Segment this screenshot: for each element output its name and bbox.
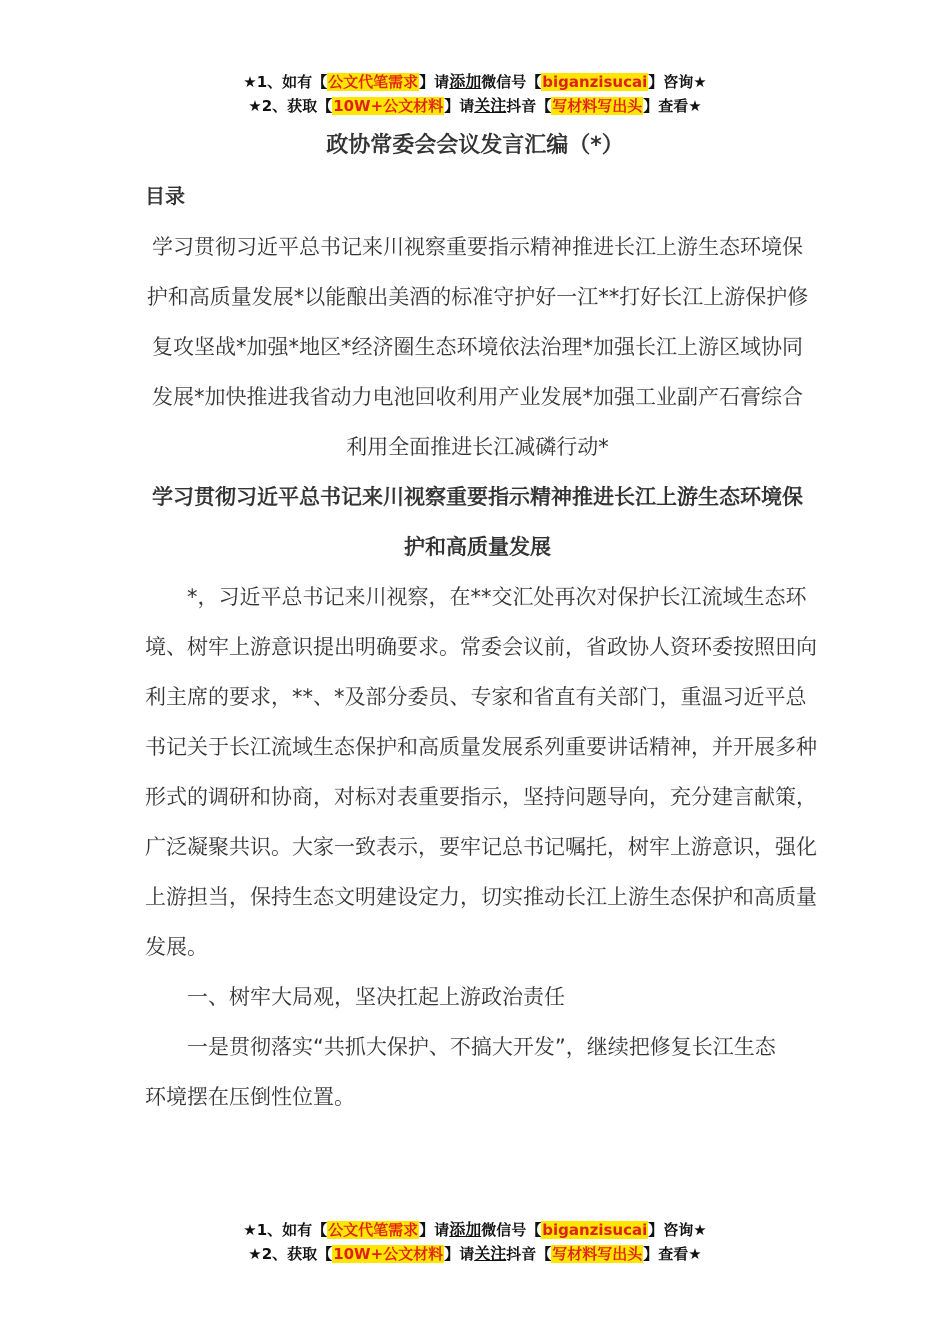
highlight-douyin-account: 写材料写出头 bbox=[552, 97, 643, 115]
promo-line-2: ★2、获取【10W+公文材料】请关注抖音【写材料写出头】查看★ bbox=[248, 1244, 702, 1263]
highlight-wechat-id: biganzisucai bbox=[542, 73, 648, 91]
document-title: 政协常委会会议发言汇编（*） bbox=[326, 133, 624, 158]
highlight-douyin-account: 写材料写出头 bbox=[552, 1245, 643, 1263]
highlight-service: 公文代笔需求 bbox=[328, 73, 419, 91]
highlight-materials: 10W+公文材料 bbox=[333, 1245, 444, 1263]
heading-1: 一、树牢大局观，坚决扛起上游政治责任 bbox=[187, 985, 565, 1009]
promo-line-1: ★1、如有【公文代笔需求】请添加微信号【biganzisucai】咨询★ bbox=[243, 72, 707, 91]
toc-heading: 目录 bbox=[145, 184, 185, 208]
paragraph-2: 一是贯彻落实“共抓大保护、不搞大开发”，继续把修复长江生态环境摆在压倒性位置。 bbox=[145, 1035, 776, 1109]
promo-line-1: ★1、如有【公文代笔需求】请添加微信号【biganzisucai】咨询★ bbox=[243, 1220, 707, 1239]
paragraph-1: *，习近平总书记来川视察，在**交汇处再次对保护长江流域生态环境、树牢上游意识提出明确要求。常委会议前，省政协人资环委按照田向利主席的要求，**、*及部分委员、专家和省直有关部门，重温习近平总书记关于长江流域生态保护和高质量发展系列重要讲话精神，并开展多种形式的调研和协商，对标对表重要指示，坚持问题导向，充分建言献策，广泛凝聚共识。大家一致表示，要牢记总书记嘱托，树牢上游意识，强化上游担当，保持生态文明建设定力，切实推动长江上游生态保护和高质量发展。 bbox=[145, 585, 817, 959]
highlight-wechat-id: biganzisucai bbox=[542, 1221, 648, 1239]
toc-text: 学习贯彻习近平总书记来川视察重要指示精神推进长江上游生态环境保护和高质量发展*以能酿出美酒的标准守护好一江**打好长江上游保护修复攻坚战*加强*地区*经济圈生态环境依法治理*加强长江上游区域协同发展*加快推进我省动力电池回收利用产业发展*加强工业副产石膏综合利用全面推进长江减磷行动* bbox=[146, 235, 809, 459]
promo-banner-top bbox=[0, 70, 950, 118]
section-title: 学习贯彻习近平总书记来川视察重要指示精神推进长江上游生态环境保护和高质量发展 bbox=[152, 485, 803, 559]
highlight-materials: 10W+公文材料 bbox=[333, 97, 444, 115]
promo-line-2: ★2、获取【10W+公文材料】请关注抖音【写材料写出头】查看★ bbox=[248, 96, 702, 115]
promo-banner-bottom bbox=[0, 1218, 950, 1266]
highlight-service: 公文代笔需求 bbox=[328, 1221, 419, 1239]
